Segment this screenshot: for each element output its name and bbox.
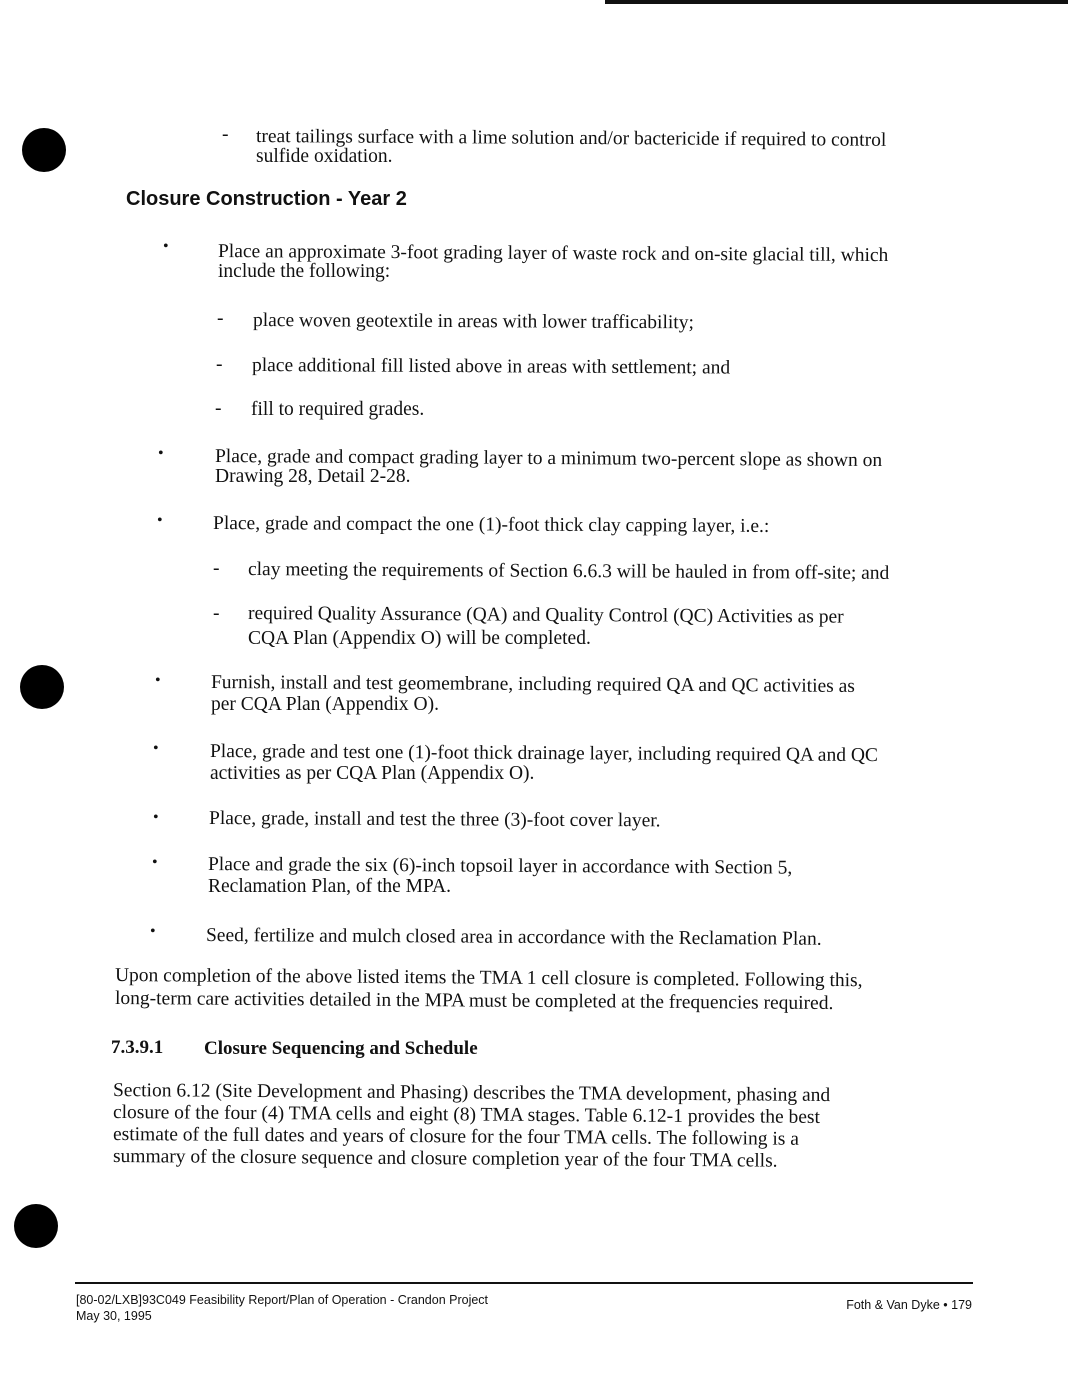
dash-marker: - [216, 354, 223, 375]
bullet-7-line-1: Place and grade the six (6)-inch topsoil layer in accordance with Section 5, [207, 854, 793, 879]
bullet-marker: • [158, 445, 164, 462]
footer-page-info [846, 1298, 972, 1312]
dash-marker: - [213, 603, 220, 624]
bullet-1-line-2: include the following: [218, 261, 391, 282]
bullet-1-line-1: Place an approximate 3-foot grading layer of waste rock and on-site glacial till, which [217, 241, 889, 267]
bullet-1-dash-2: place additional fill listed above in areas with settlement; and [251, 355, 731, 379]
subsection-number: 7.3.9.1 [111, 1037, 164, 1058]
dash-marker: - [213, 558, 220, 579]
subsection-title: Closure Sequencing and Schedule [204, 1038, 478, 1059]
dash-marker: - [215, 398, 222, 419]
bullet-6-line-1: Place, grade, install and test the three (3)-foot cover layer. [208, 808, 661, 832]
bullet-7-line-2: Reclamation Plan, of the MPA. [208, 876, 452, 897]
schedule-line-4: summary of the closure sequence and closure completion year of the four TMA cells. [112, 1146, 778, 1172]
section-heading: Closure Construction - Year 2 [126, 188, 407, 210]
intro-line-2: sulfide oxidation. [256, 146, 393, 167]
bullet-marker: • [153, 740, 159, 757]
schedule-line-2: closure of the four (4) TMA cells and eight (8) TMA stages. Table 6.12-1 provides the best [112, 1102, 821, 1128]
bullet-4-line-1: Furnish, install and test geomembrane, including required QA and QC activities as [210, 672, 855, 697]
bullet-8-line-1: Seed, fertilize and mulch closed area in accordance with the Reclamation Plan. [205, 925, 822, 950]
bullet-2-line-2: Drawing 28, Detail 2-28. [215, 466, 411, 487]
footer-doc-ref: [80-02/LXB]93C049 Feasibility Report/Plan of Operation - Crandon Project [76, 1293, 489, 1307]
footer-rule [75, 1282, 973, 1284]
bullet-5-line-2: activities as per CQA Plan (Appendix O). [210, 763, 535, 784]
bullet-marker: • [157, 512, 163, 529]
bullet-marker: • [153, 809, 159, 826]
footer-separator: • [943, 1298, 948, 1312]
completion-line-1: Upon completion of the above listed items the TMA 1 cell closure is completed. Following this, [114, 965, 863, 992]
bullet-1-dash-3: fill to required grades. [251, 399, 425, 420]
intro-line-1: treat tailings surface with a lime solution and/or bactericide if required to control [255, 126, 887, 151]
completion-line-2: long-term care activities detailed in the MPA must be completed at the frequencies required. [114, 988, 834, 1015]
bullet-4-line-2: per CQA Plan (Appendix O). [211, 694, 440, 715]
bullet-marker: • [163, 238, 169, 255]
bullet-marker: • [155, 672, 161, 689]
bullet-1-dash-1: place woven geotextile in areas with lower trafficability; [252, 310, 694, 334]
schedule-line-1: Section 6.12 (Site Development and Phasing) describes the TMA development, phasing and [112, 1080, 831, 1107]
bullet-5-line-1: Place, grade and test one (1)-foot thick drainage layer, including required QA and QC [209, 741, 879, 767]
footer-firm: Foth & Van Dyke [846, 1298, 940, 1312]
footer-doc-info [76, 1292, 488, 1324]
dash-marker: - [217, 308, 224, 329]
footer-date: May 30, 1995 [76, 1309, 152, 1323]
bullet-3-line-1: Place, grade and compact the one (1)-foot thick clay capping layer, i.e.: [212, 513, 770, 537]
bullet-marker: • [152, 854, 158, 871]
footer-page-number: 179 [951, 1298, 972, 1312]
bullet-3-dash-1: clay meeting the requirements of Section 6.6.3 will be hauled in from off-site; and [247, 559, 890, 584]
bullet-2-line-1: Place, grade and compact grading layer to a minimum two-percent slope as shown on [214, 446, 883, 472]
bullet-marker: • [150, 923, 156, 940]
bullet-3-dash-2-line-1: required Quality Assurance (QA) and Quality Control (QC) Activities as per [247, 603, 844, 628]
dash-marker: - [222, 124, 229, 145]
bullet-3-dash-2-line-2: CQA Plan (Appendix O) will be completed. [248, 628, 591, 649]
schedule-line-3: estimate of the full dates and years of closure for the four TMA cells. The following is a [112, 1124, 799, 1150]
